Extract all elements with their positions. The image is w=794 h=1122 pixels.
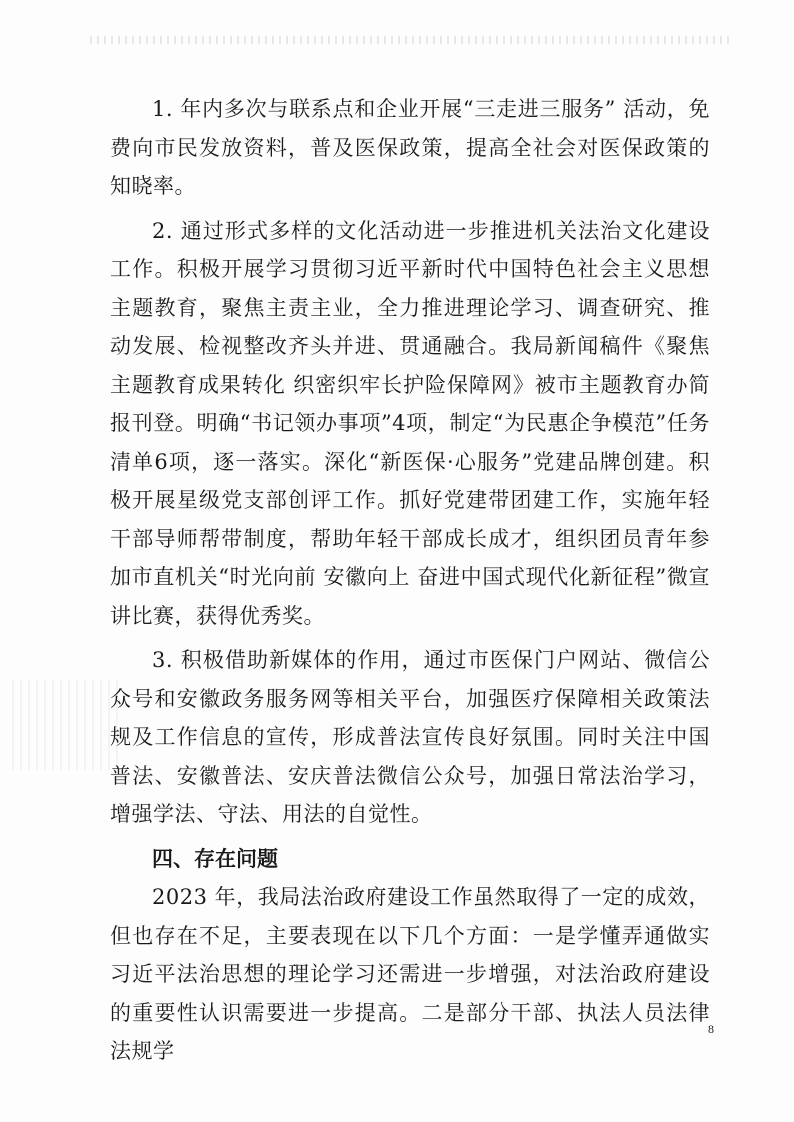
paragraph-item-1: 1. 年内多次与联系点和企业开展“三走进三服务” 活动，免费向市民发放资料，普及医保政策，提高全社会对医保政策的知晓率。 <box>110 97 710 198</box>
scan-artifact-left <box>12 680 122 770</box>
scan-artifact-top <box>90 36 730 44</box>
paragraph-item-3: 3. 积极借助新媒体的作用，通过市医保门户网站、微信公众号和安徽政务服务网等相关平台，加强医疗保障相关政策法规及工作信息的宣传，形成普法宣传良好氛围。同时关注中国普法、安徽普法、安庆普法微信公众号，加强日常法治学习，增强学法、守法、用法的自觉性。 <box>110 648 710 826</box>
paragraph-item-2: 2. 通过形式多样的文化活动进一步推进机关法治文化建设工作。积极开展学习贯彻习近平新时代中国特色社会主义思想主题教育，聚焦主责主业，全力推进理论学习、调查研究、推动发展、检视整改齐头并进、贯通融合。我局新闻稿件《聚焦主题教育成果转化 织密织牢长护险保障网》被市主题教育办简报刊登。明确“书记领办事项”4项，制定“为民惠企争模范”任务清单6项，逐一落实。深化“新医保·心服务”党建品牌创建。积极开展星级党支部创评工作。抓好党建带团建工作，实施年轻干部导师帮带制度，帮助年轻干部成长成才，组织团员青年参加市直机关“时光向前 安徽向上 奋进中国式现代化新征程”微宣讲比赛，获得优秀奖。 <box>110 218 710 628</box>
page-number: 8 <box>708 1022 714 1036</box>
document-body <box>110 90 710 1071</box>
section-paragraph: 2023 年，我局法治政府建设工作虽然取得了一定的成效，但也存在不足，主要表现在以下几个方面：一是学懂弄通做实习近平法治思想的理论学习还需进一步增强，对法治政府建设的重要性认识需要进一步提高。二是部分干部、执法人员法律法规学 <box>110 885 710 1063</box>
section-heading: 四、存在问题 <box>152 846 278 871</box>
